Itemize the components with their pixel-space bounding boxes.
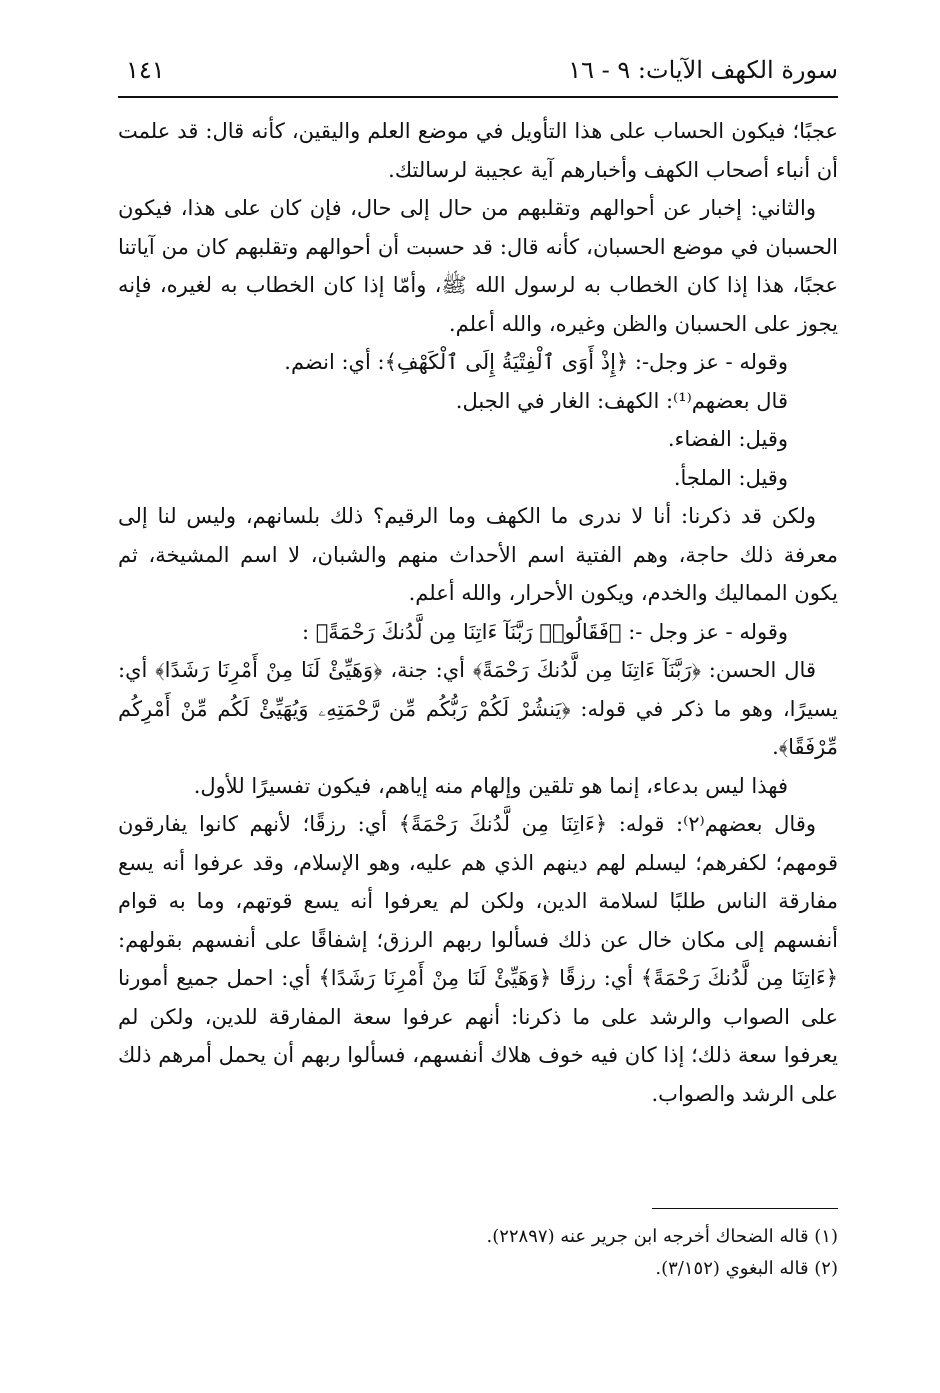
footnote-1: (١) قاله الضحاك أخرجه ابن جرير عنه (٢٢٨٩٧). [486,1226,838,1247]
paragraph-6: وقيل: الملجأ. [673,465,788,490]
footnotes [118,1221,838,1285]
header-divider [118,96,838,98]
paragraph-4: قال بعضهم⁽¹⁾: الكهف: الغار في الجبل. [455,388,788,413]
paragraph-11: وقال بعضهم⁽٢⁾: قوله: ﴿ءَاتِنَا مِن لَّدُنكَ رَحْمَةً﴾ أي: رزقًا؛ لأنهم كانوا يفارقون قومهم؛ لكفرهم؛ ليسلم لهم دينهم الذي هم عليه، وهو الإسلام، وقد عرفوا أنه يسع مفارقة الناس طلبًا لسلامة الدين، ولكن لم يعرفوا أنه يسع قوتهم، وما به قوام أنفسهم إلى مكان خال عن ذلك فسألوا ربهم الرزق؛ إشفاقًا على أنفسهم بقولهم: ﴿ءَاتِنَا مِن لَّدُنكَ رَحْمَةً﴾ أي: رزقًا ﴿وَهَيِّئْ لَنَا مِنْ أَمْرِنَا رَشَدًا﴾ أي: احمل جميع أمورنا على الصواب والرشد على ما ذكرنا: أنهم عرفوا سعة المفارقة للدين، ولكن لم يعرفوا سعة ذلك؛ إذا كان فيه خوف هلاك أنفسهم، فسألوا ربهم أن يحمل أمرهم ذلك على الرشد والصواب. [118,812,838,1106]
paragraph-9: قال الحسن: ﴿رَبَّنَآ ءَاتِنَا مِن لَّدُنكَ رَحْمَةً﴾ أي: جنة، ﴿وَهَيِّئْ لَنَا مِنْ أَمْرِنَا رَشَدًا﴾ أي: يسيرًا، وهو ما ذكر في قوله: ﴿يَنشُرْ لَكُمْ رَبُّكُم مِّن رَّحْمَتِهِۦ وَيُهَيِّئْ لَكُم مِّنْ أَمْرِكُم مِّرْفَقًا﴾. [118,658,838,759]
paragraph-1: عجبًا؛ فيكون الحساب على هذا التأويل في موضع العلم واليقين، كأنه قال: قد علمت أن أنباء أصحاب الكهف وأخبارهم آية عجيبة لرسالتك. [118,119,838,182]
paragraph-10: فهذا ليس بدعاء، إنما هو تلقين وإلهام منه إياهم، فيكون تفسيرًا للأول. [193,773,788,798]
paragraph-3: وقوله - عز وجل-: ﴿إِذْ أَوَى ٱلْفِتْيَةُ إِلَى ٱلْكَهْفِ﴾: أي: انضم. [284,350,788,374]
main-text [118,112,838,1113]
page-number: ١٤١ [126,56,165,84]
paragraph-2: والثاني: إخبار عن أحوالهم وتقلبهم من حال إلى حال، فإن كان على هذا، فيكون الحسبان في موضع الحسبان، كأنه قال: قد حسبت أن أحوالهم وتقلبهم كان من آياتنا عجبًا، هذا إذا كان الخطاب به لرسول الله ﷺ، وأمّا إذا كان الخطاب به لغيره، فإنه يجوز على الحسبان والظن وغيره، والله أعلم. [118,196,838,336]
paragraph-8: وقوله - عز وجل -: ﴿فَقَالُوا۟ رَبَّنَآ ءَاتِنَا مِن لَّدُنكَ رَحْمَةً﴾ : [301,619,788,644]
running-header [118,52,838,92]
running-title: سورة الكهف الآيات: ٩ - ١٦ [568,56,838,84]
paragraph-5: وقيل: الفضاء. [667,427,788,451]
paragraph-7: ولكن قد ذكرنا: أنا لا ندرى ما الكهف وما الرقيم؟ ذلك بلسانهم، وليس لنا إلى معرفة ذلك حاجة، وهم الفتية اسم الأحداث منهم والشبان، لا اسم المشيخة، ثم يكون المماليك والخدم، ويكون الأحرار، والله أعلم. [118,504,838,605]
footnote-2: (٢) قاله البغوي (٣/١٥٢). [655,1258,838,1279]
footnote-divider [652,1208,838,1209]
